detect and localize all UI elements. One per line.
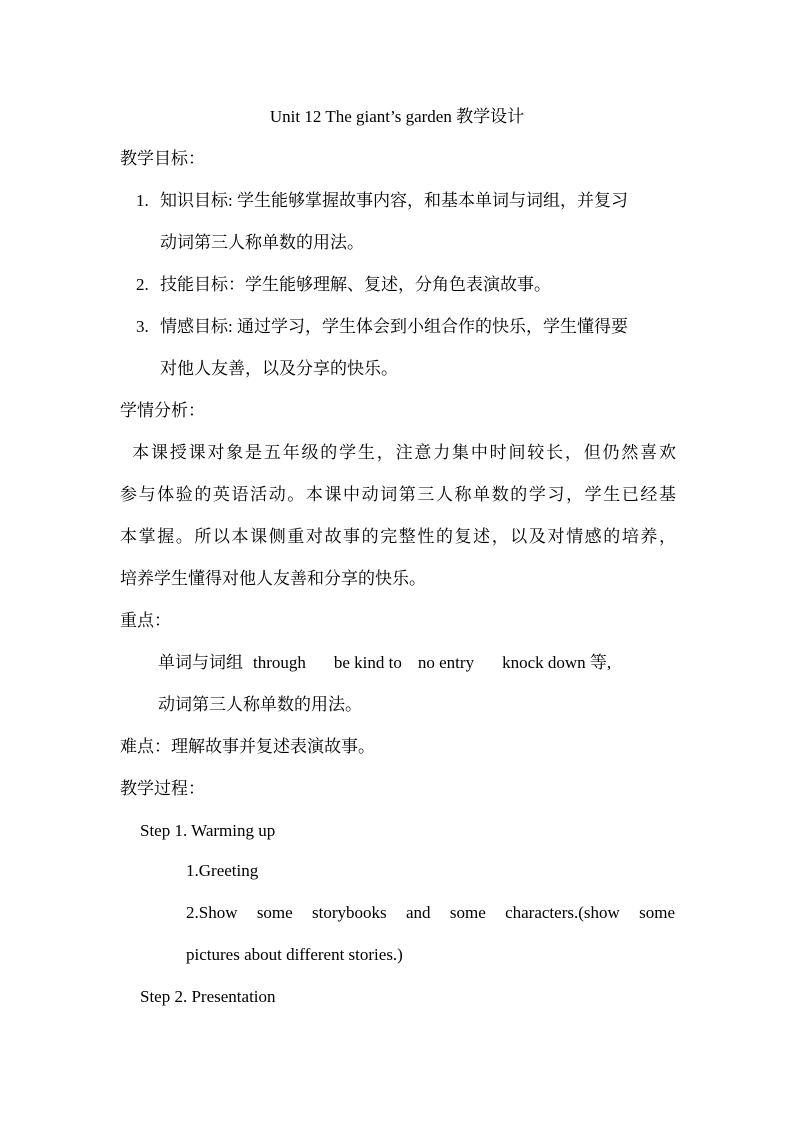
- objective-number: 1.: [136, 191, 149, 210]
- analysis-line: 培养学生懂得对他人友善和分享的快乐。: [120, 569, 426, 588]
- objective-text-cont: 动词第三人称单数的用法。: [160, 233, 364, 252]
- process-heading: 教学过程：: [120, 779, 205, 798]
- analysis-line: 本掌握。所以本课侧重对故事的完整性的复述，以及对情感的培养，: [120, 527, 676, 546]
- objective-number: 2.: [136, 275, 149, 294]
- vocab-label: 单词与词组: [158, 653, 243, 672]
- vocab-item: be kind to: [333, 653, 402, 672]
- analysis-heading: 学情分析：: [120, 401, 205, 420]
- step1-item2-cont: pictures about different stories.): [186, 945, 403, 964]
- objective-text: 技能目标：学生能够理解、复述，分角色表演故事。: [160, 275, 551, 294]
- key-points-heading: 重点：: [120, 611, 171, 630]
- step2-title: Step 2. Presentation: [140, 987, 276, 1006]
- objectives-heading: 教学目标：: [120, 149, 205, 168]
- analysis-line: 参与体验的英语活动。本课中动词第三人称单数的学习，学生已经基: [120, 485, 676, 504]
- difficulty-line: 难点：理解故事并复述表演故事。: [120, 737, 375, 756]
- objective-text-cont: 对他人友善，以及分享的快乐。: [160, 359, 398, 378]
- analysis-line: 本课授课对象是五年级的学生，注意力集中时间较长，但仍然喜欢: [120, 443, 676, 462]
- objective-number: 3.: [136, 317, 149, 336]
- key-points-line2: 动词第三人称单数的用法。: [158, 695, 362, 714]
- step1-item1: 1.Greeting: [186, 861, 259, 880]
- step1-title: Step 1. Warming up: [140, 821, 276, 840]
- step1-item2: 2.Show some storybooks and some characters.(show some: [186, 903, 675, 922]
- vocab-item: through: [253, 653, 306, 672]
- vocab-item: no entry: [417, 653, 475, 672]
- objective-text: 情感目标: 通过学习，学生体会到小组合作的快乐，学生懂得要: [160, 317, 628, 336]
- objective-text: 知识目标: 学生能够掌握故事内容，和基本单词与词组，并复习: [160, 191, 628, 210]
- vocab-line: [158, 652, 611, 674]
- vocab-item: knock down 等,: [502, 653, 612, 672]
- document-title: Unit 12 The giant’s garden 教学设计: [269, 107, 525, 126]
